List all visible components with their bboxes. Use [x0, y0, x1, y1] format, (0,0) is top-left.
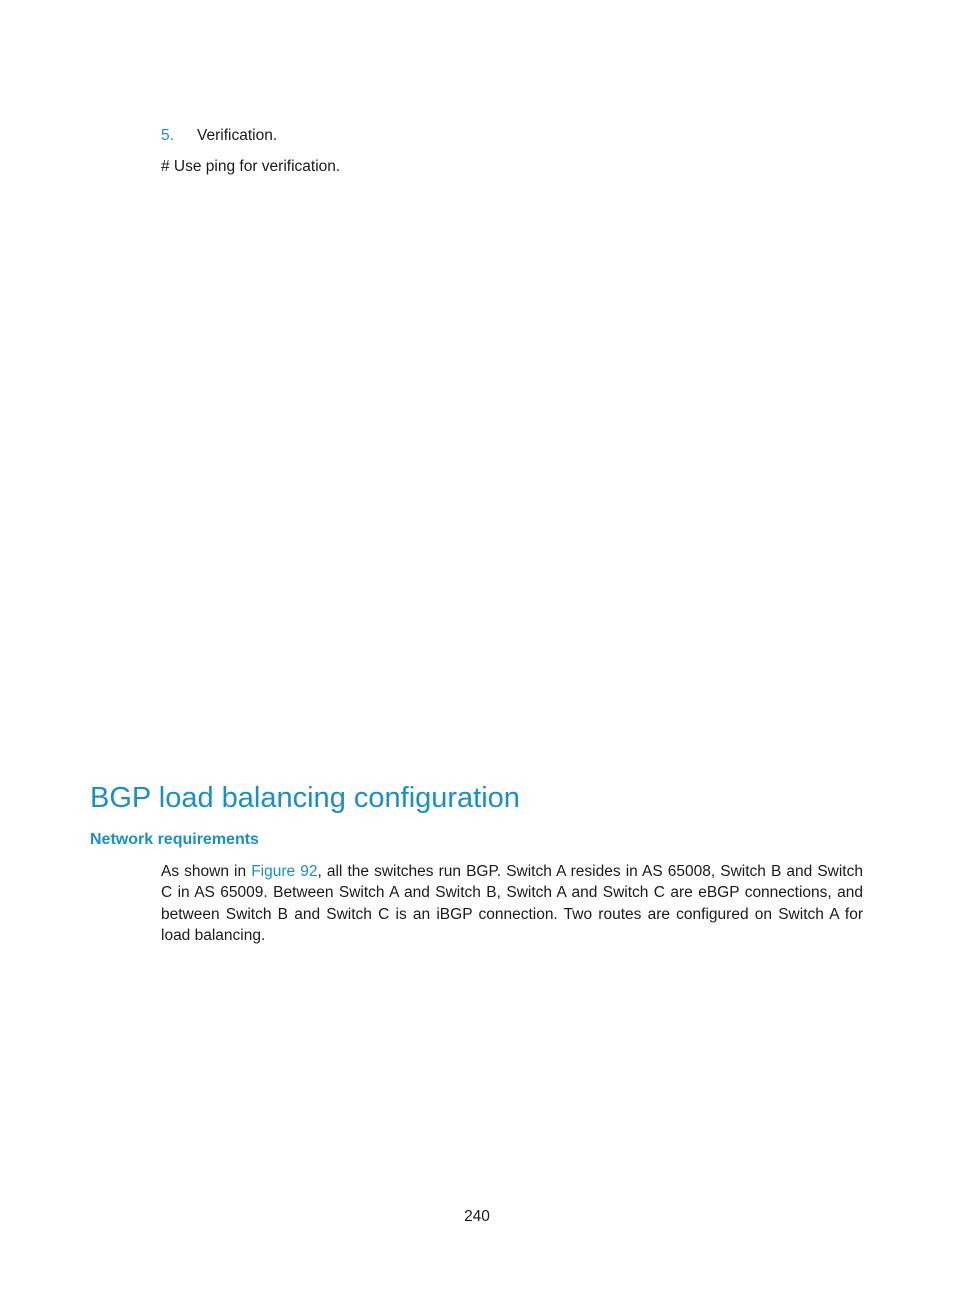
- procedure-step: [161, 126, 277, 146]
- page-number: 240: [464, 1208, 490, 1225]
- step-text: Verification.: [197, 127, 278, 144]
- network-requirements-paragraph: [161, 861, 863, 946]
- step-note: # Use ping for verification.: [161, 158, 341, 175]
- paragraph-text-start: As shown in: [161, 863, 252, 880]
- subsection-title: Network requirements: [90, 831, 259, 848]
- step-number: 5.: [161, 127, 174, 144]
- paragraph-text-rest: , all the switches run BGP. Switch A resides in AS 65008, Switch B and Switch C in AS 65009. Between Switch A and Switch B, Switch A and Switch C are eBGP connections, and between Switch B and Switch C is an iBGP connection. Two routes are configured on Switch A for load balancing.: [161, 863, 863, 944]
- section-title: BGP load balancing configuration: [90, 782, 520, 814]
- figure-link[interactable]: Figure 92: [251, 863, 318, 880]
